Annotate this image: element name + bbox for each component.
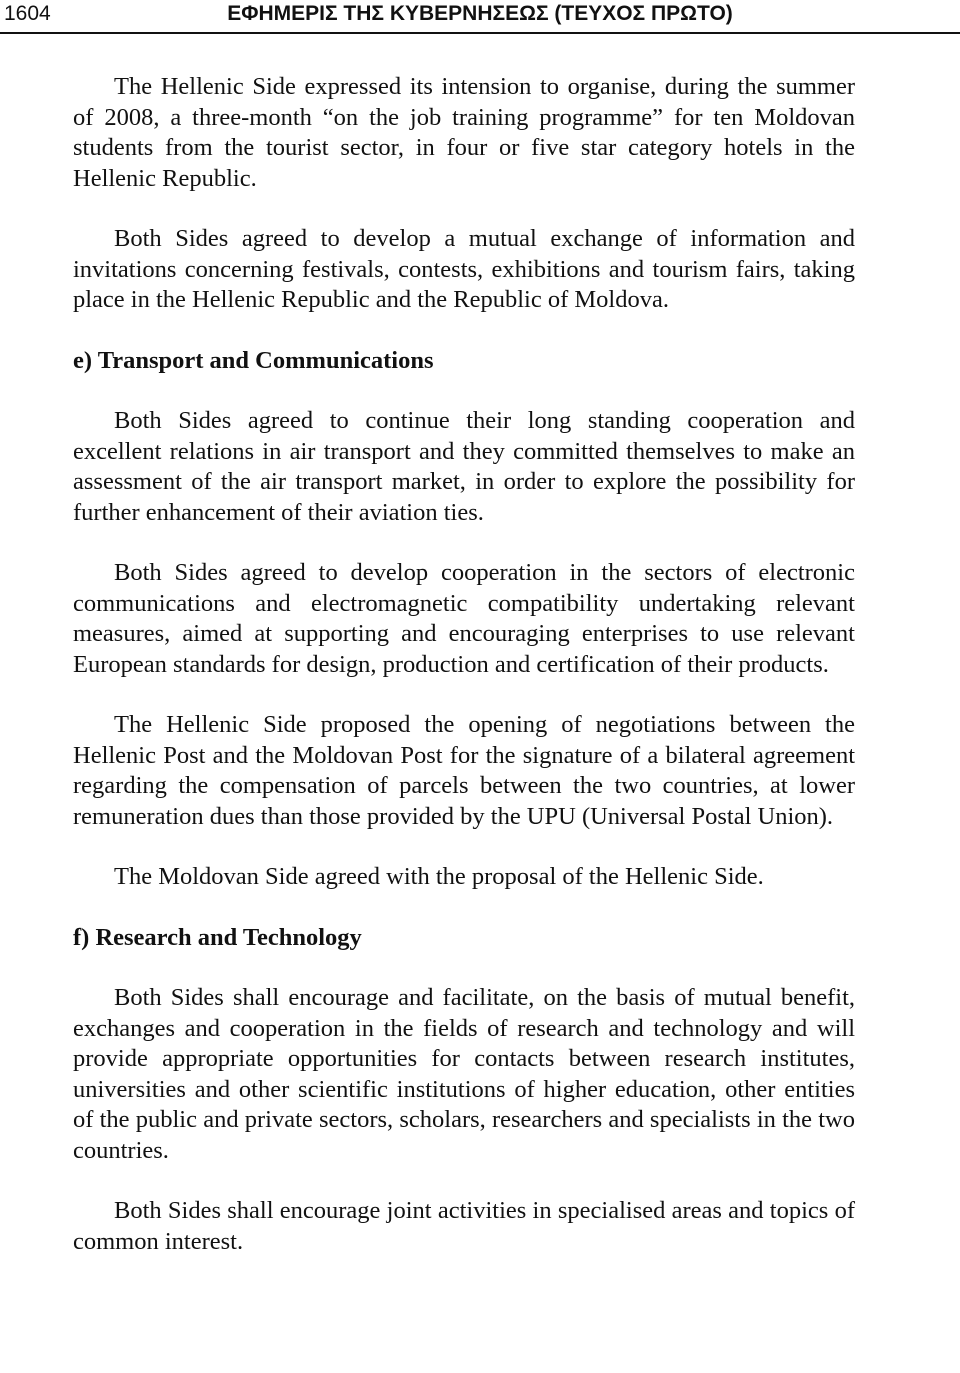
paragraph-research-cooperation: Both Sides shall encourage and facilitate, on the basis of mutual benefit, exchanges and cooperation in the fields of research and technology and will provide appropriate opportunities for contacts between research institutes, universities and other scientific institutions of higher education, other entities of the public and private sectors, scholars, researchers and specialists in the two countries. bbox=[73, 984, 855, 1164]
paragraph-moldovan-agreement: The Moldovan Side agreed with the proposal of the Hellenic Side. bbox=[114, 863, 764, 890]
paragraph-tourism-training: The Hellenic Side expressed its intension to organise, during the summer of 2008, a three-month “on the job training programme” for ten Moldovan students from the tourist sector, in four or five star category hotels in the Hellenic Republic. bbox=[73, 73, 855, 192]
page-header bbox=[0, 0, 960, 34]
paragraph-postal-negotiations: The Hellenic Side proposed the opening of negotiations between the Hellenic Post and the Moldovan Post for the signature of a bilateral agreement regarding the compensation of parcels between the two countries, at lower remuneration dues than those provided by the UPU (Universal Postal Union). bbox=[73, 711, 855, 830]
document-body bbox=[73, 72, 855, 1257]
section-heading-research: f) Research and Technology bbox=[73, 923, 362, 951]
paragraph-tourism-exchange: Both Sides agreed to develop a mutual exchange of information and invitations concerning festivals, contests, exhibitions and tourism fairs, taking place in the Hellenic Republic and the Republic of Moldova. bbox=[73, 225, 855, 313]
paragraph-electronic-communications: Both Sides agreed to develop cooperation in the sectors of electronic communications and electromagnetic compatibility undertaking relevant measures, aimed at supporting and encouraging enterprises to use relevant European standards for design, production and certification of their products. bbox=[73, 559, 855, 678]
paragraph-joint-activities: Both Sides shall encourage joint activities in specialised areas and topics of common interest. bbox=[73, 1197, 855, 1255]
page-number: 1604 bbox=[4, 2, 51, 25]
paragraph-air-transport: Both Sides agreed to continue their long standing cooperation and excellent relations in air transport and they committed themselves to make an assessment of the air transport market, in order to explore the possibility for further enhancement of their aviation ties. bbox=[73, 407, 855, 526]
gazette-title: ΕΦΗΜΕΡΙΣ ΤΗΣ ΚΥΒΕΡΝΗΣΕΩΣ (ΤΕΥΧΟΣ ΠΡΩΤΟ) bbox=[227, 2, 733, 25]
section-heading-transport: e) Transport and Communications bbox=[73, 346, 434, 374]
